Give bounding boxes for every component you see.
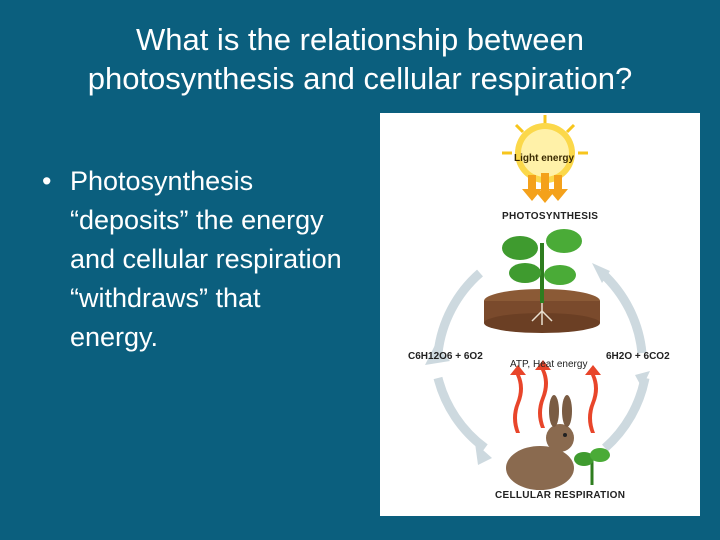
title-line-1: What is the relationship between: [135, 22, 585, 57]
left-formula-label: C6H12O6 + 6O2: [408, 351, 483, 362]
atp-heat-label: ATP, Heat energy: [510, 359, 588, 370]
title-line-2: photosynthesis and cellular respiration?: [87, 61, 633, 96]
light-arrows-icon: [522, 173, 568, 203]
edge-mark: [375, 458, 381, 488]
small-plant-icon: [574, 448, 610, 485]
bullet-dot: •: [42, 166, 52, 196]
sun-icon: [502, 115, 588, 183]
slide-title: [0, 20, 720, 98]
plant-icon: [484, 229, 600, 333]
cycle-diagram: [380, 113, 700, 516]
cellular-respiration-label: CELLULAR RESPIRATION: [495, 490, 626, 501]
cycle-diagram-art: [380, 113, 700, 516]
light-energy-label: Light energy: [514, 153, 575, 164]
bullet-text: Photosynthesis “deposits” the energy and cellular respiration “withdraws” that energy.: [70, 166, 342, 352]
right-formula-label: 6H2O + 6CO2: [606, 351, 670, 362]
photosynthesis-label: PHOTOSYNTHESIS: [502, 211, 599, 222]
